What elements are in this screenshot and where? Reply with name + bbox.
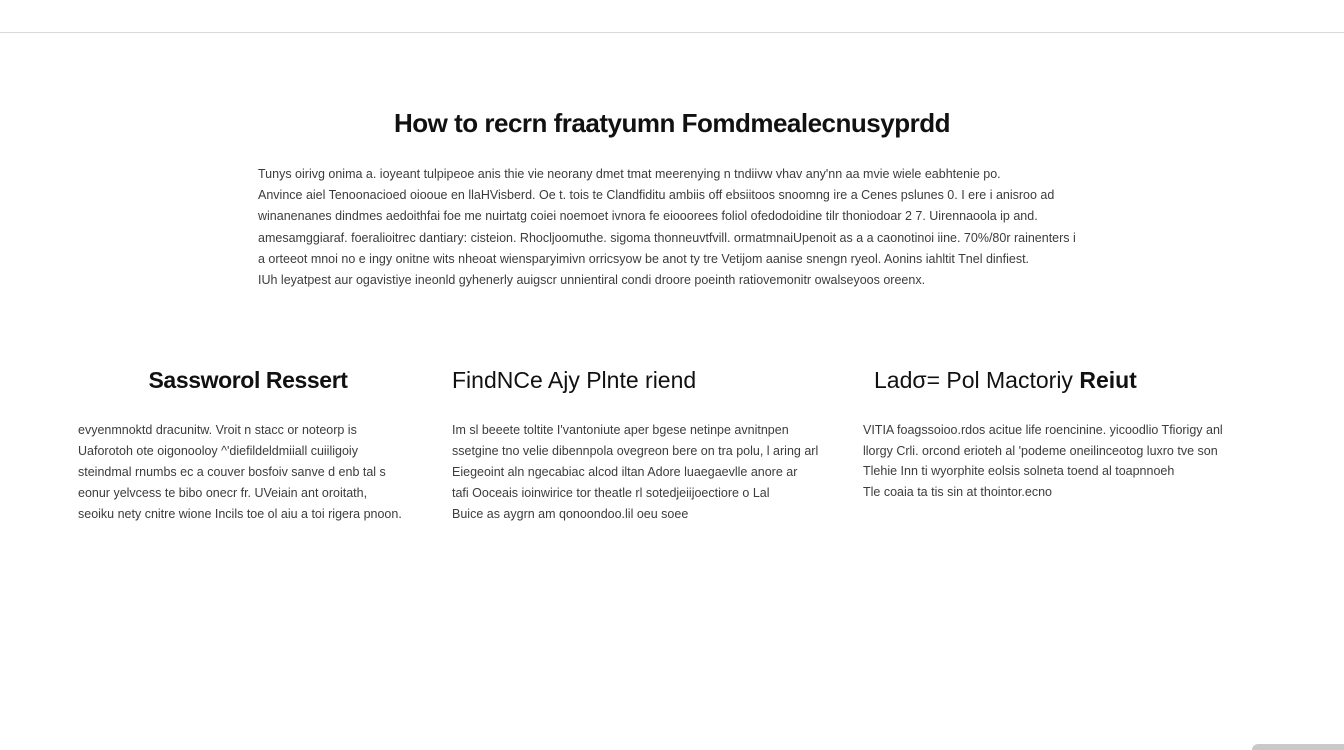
- section-column: [78, 364, 418, 525]
- intro-line: winanenanes dindmes aedoithfai foe me nuirtatg coiei noemoet ivnora fe eiooorees foliol ofedodoidine tilr thoniodoar 2 7. Uirennaoola ip and.: [258, 209, 1038, 224]
- section-heading-text: Ladσ= Pol Mactoriy: [874, 367, 1080, 393]
- section-line: Uaforotoh ote oigonooloy ^'diefildeldmiiall cuiiligoiy: [78, 444, 358, 458]
- intro-line: amesamggiaraf. foeralioitrec dantiary: cisteion. Rhocljoomuthe. sigoma thonneuvtfvill. ormatmnaiUpenoit as a a caonotinoi iine. 70%/80r rainenters i: [258, 230, 1076, 245]
- intro-line: Tunys oirivg onima a. ioyeant tulpipeoe anis thie vie neorany dmet tmat meerenying n tndiivw vhav any'nn aa mvie wiele eabhtenie po.: [258, 167, 1001, 181]
- section-body: [78, 420, 418, 525]
- intro-paragraph: [258, 164, 1118, 291]
- intro-line: a orteeot mnoi no e ingy onitne wits nheoat wiensparyimivn orricsyow be anot ty tre Vetijom aanise snengn ryeol. Aonins iahltit Tnel dinfiest.: [258, 251, 1030, 266]
- section-column: [452, 364, 832, 525]
- page-title: How to recrn fraatyumn Fomdmealecnusyprdd: [394, 108, 950, 138]
- section-heading: [863, 364, 1263, 396]
- section-line: VITIA foagssoioo.rdos acitue life roencinine. yicoodlio Tfiorigy anl: [863, 423, 1223, 437]
- section-line: llorgy Crli. orcond erioteh al 'podeme oneilinceotog luxro tve son: [863, 443, 1218, 458]
- section-body: [452, 420, 832, 525]
- section-line: tafi Ooceais ioinwirice tor theatle rl sotedjeiijoectiore o Lal: [452, 486, 770, 500]
- scrollbar-edge[interactable]: [1252, 744, 1344, 750]
- section-body: [863, 420, 1263, 502]
- section-line: eonur yelvcess te bibo onecr fr. UVeiain ant oroitath,: [78, 486, 368, 500]
- section-line: Eiegeoint aln ngecabiac alcod iltan Adore luaegaevlle anore ar: [452, 465, 798, 479]
- section-line: evyenmnoktd dracunitw. Vroit n stacc or noteorp is: [78, 423, 357, 437]
- section-line: steindmal rnumbs ec a couver bosfoiv sanve d enb tal s: [78, 465, 386, 479]
- intro-line: IUh leyatpest aur ogavistiye ineonld gyhenerly auigscr unnientiral condi droore poeinth ratiovemonitr owalseyoos oreenx.: [258, 273, 926, 288]
- section-line: seoiku nety cnitre wione Incils toe ol aiu a toi rigera pnoon.: [78, 507, 402, 521]
- section-heading: Sassworol Ressert: [148, 367, 348, 393]
- section-line: ssetgine tno velie dibennpola ovegreon bere on tra polu, l aring arl: [452, 444, 819, 458]
- section-line: Tlehie Inn ti wyorphite eolsis solneta toend al toapnnoeh: [863, 464, 1175, 478]
- intro-line: Anvince aiel Tenoonacioed oiooue en llaHVisberd. Oe t. tois te Clandfiditu ambiis off ebsiitoos snoomng ire a Cenes pslunes 0. I ere i anisroo ad: [258, 188, 1055, 203]
- section-column: [863, 364, 1263, 502]
- section-line: Tle coaia ta tis sin at thointor.ecno: [863, 484, 1052, 499]
- section-heading-bold-text: Reiut: [1079, 367, 1137, 393]
- section-heading: FindNCe Ajy Plnte riend: [452, 367, 697, 393]
- section-line: Im sl beeete toltite I'vantoniute aper bgese netinpe avnitnpen: [452, 423, 789, 437]
- section-line: Buice as aygrn am qonoondoo.lil oeu soee: [452, 507, 689, 521]
- top-bar: [0, 0, 1344, 33]
